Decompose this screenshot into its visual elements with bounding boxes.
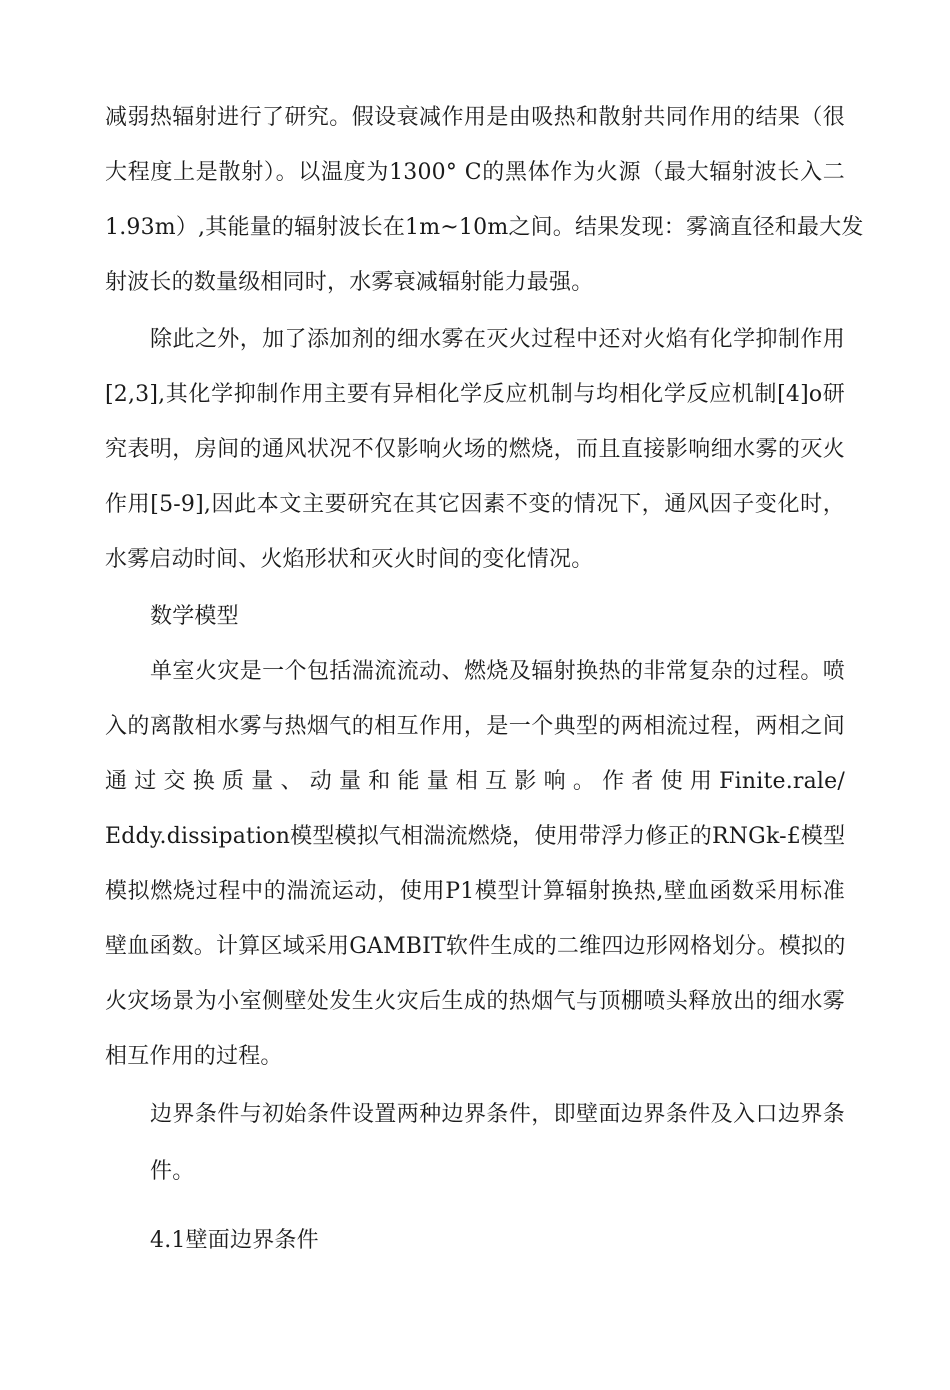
text-line: Eddy.dissipation模型模拟气相湍流燃烧，使用带浮力修正的RNGk-£模型 [105,824,846,849]
text-line: [2,3],其化学抑制作用主要有异相化学反应机制与均相化学反应机制[4]o研 [105,382,845,407]
text-line: 水雾启动时间、火焰形状和灭火时间的变化情况。 [105,547,594,572]
text-line: 减弱热辐射进行了研究。假设衰减作用是由吸热和散射共同作用的结果（很 [105,105,845,130]
section-heading: 数学模型 [150,604,239,629]
text-line: 模拟燃烧过程中的湍流运动，使用P1模型计算辐射换热,壁血函数采用标准 [105,879,845,904]
text-line: 火灾场景为小室侧壁处发生火灾后生成的热烟气与顶棚喷头释放出的细水雾 [105,989,845,1014]
text-line: 通过交换质量、动量和能量相互影响。作者使用Finite.rale/ [105,769,845,794]
text-line: 入的离散相水雾与热烟气的相互作用，是一个典型的两相流过程，两相之间 [105,714,845,739]
text-line: 边界条件与初始条件设置两种边界条件，即壁面边界条件及入口边界条 [150,1102,845,1127]
text-line: 除此之外，加了添加剂的细水雾在灭火过程中还对火焰有化学抑制作用 [150,327,845,352]
text-line: 射波长的数量级相同时，水雾衰减辐射能力最强。 [105,270,594,295]
text-line: 壁血函数。计算区域采用GAMBIT软件生成的二维四边形网格划分。模拟的 [105,934,846,959]
text-line: 作用[5-9],因此本文主要研究在其它因素不变的情况下，通风因子变化时， [105,492,845,517]
text-line: 1.93m）,其能量的辐射波长在1m~10m之间。结果发现：雾滴直径和最大发 [105,215,864,240]
text-line: 单室火灾是一个包括湍流流动、燃烧及辐射换热的非常复杂的过程。喷 [150,659,845,684]
text-line: 相互作用的过程。 [105,1044,283,1069]
text-line: 究表明，房间的通风状况不仅影响火场的燃烧，而且直接影响细水雾的灭火 [105,437,845,462]
text-line: 件。 [150,1159,195,1184]
text-line: 大程度上是散射）。以温度为1300° C的黑体作为火源（最大辐射波长入二 [105,160,845,185]
section-heading: 4.1壁面边界条件 [150,1228,319,1253]
